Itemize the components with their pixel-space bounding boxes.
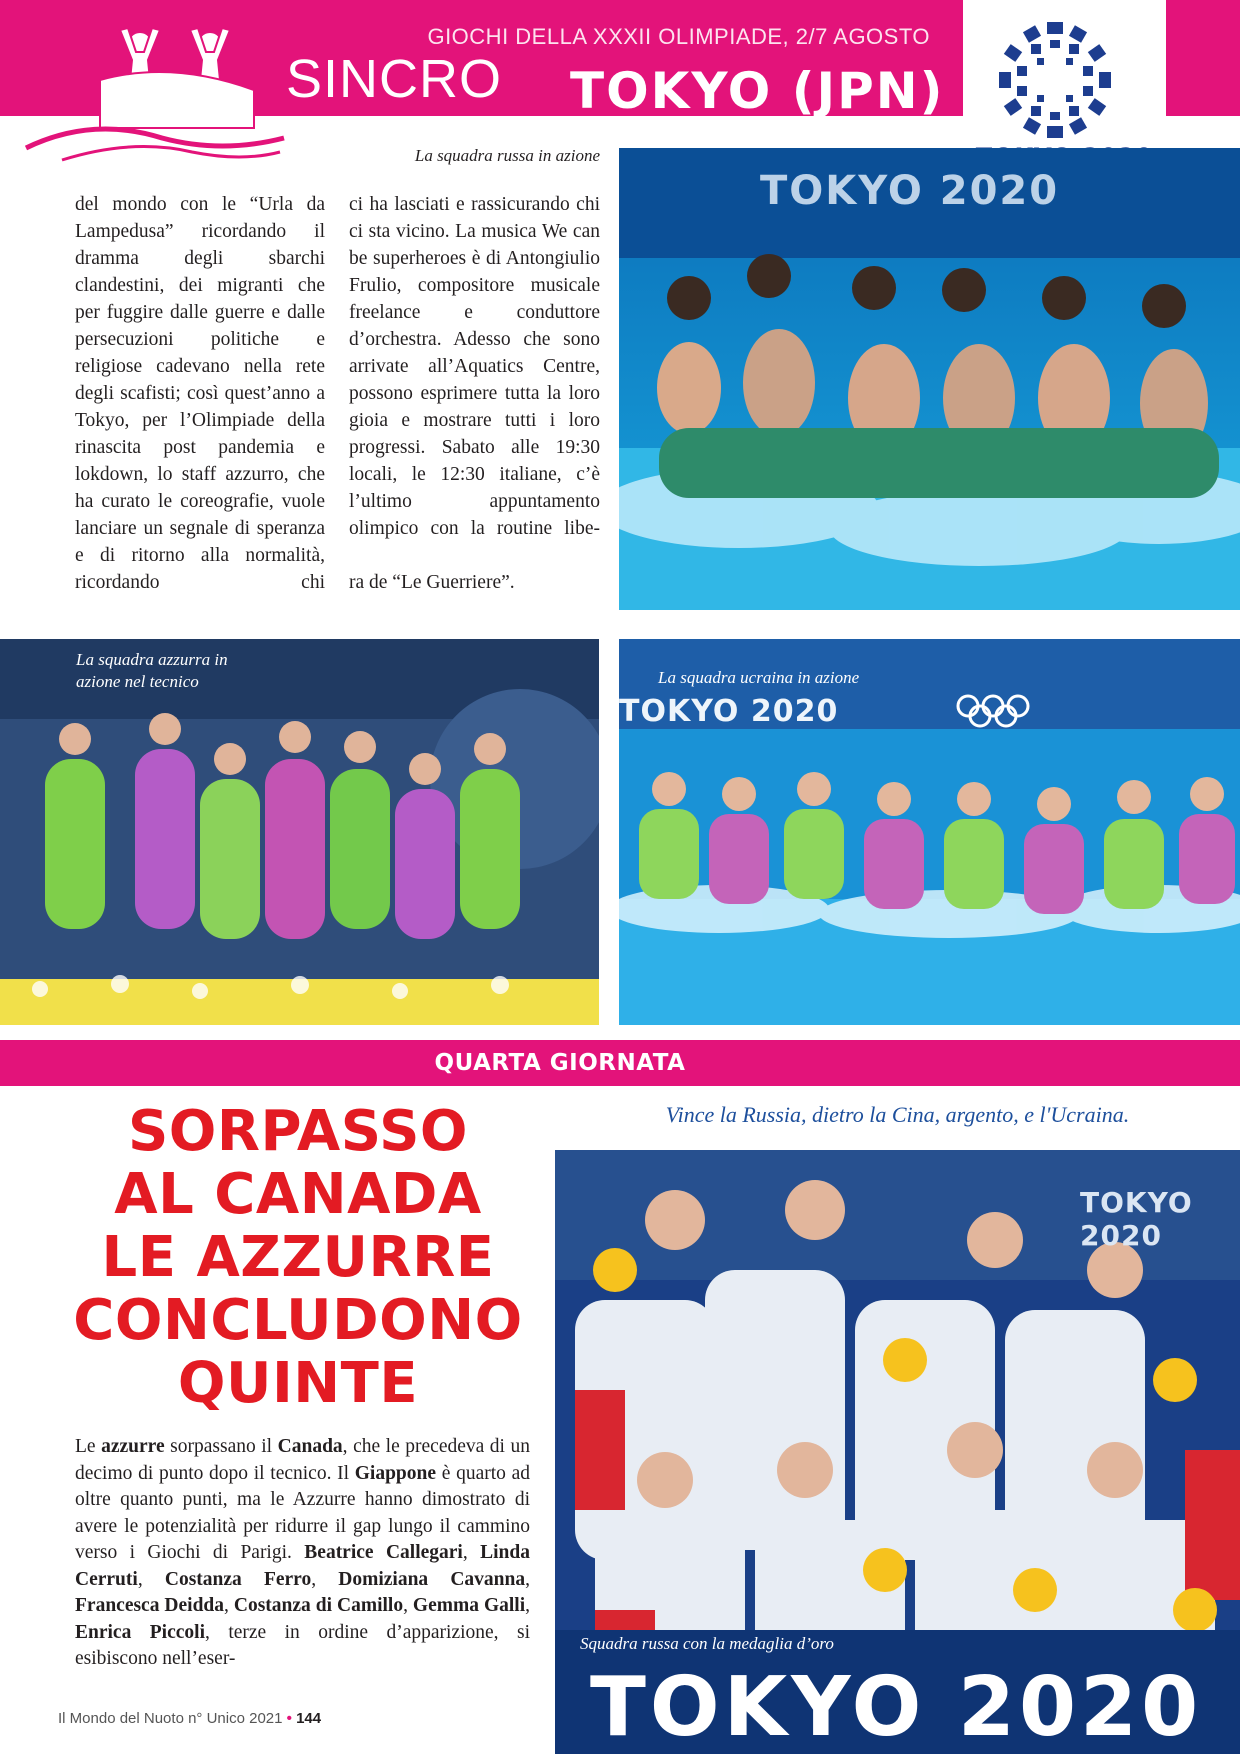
section-label: QUARTA GIORNATA xyxy=(434,1050,686,1076)
photo-italian-team xyxy=(0,639,599,1025)
body-bold: Canada xyxy=(277,1436,343,1457)
body-text: Le xyxy=(75,1436,102,1457)
body-text: , terze in ordine d’apparizione, si esibiscono nell’eser- xyxy=(75,1621,530,1669)
photo-banner-text: TOKYO 2020 xyxy=(590,1660,1203,1755)
article-subhead: Vince la Russia, dietro la Cina, argento, e l'Ucraina. xyxy=(665,1102,1130,1127)
photo-banner-text: TOKYO 2020 xyxy=(1080,1186,1193,1252)
photo-banner-text: TOKYO 2020 xyxy=(619,694,839,729)
body-text: sorpassano il xyxy=(164,1436,278,1457)
page-title: TOKYO (JPN) xyxy=(570,62,945,120)
article-headline xyxy=(66,1100,530,1415)
body-text: , xyxy=(403,1595,413,1616)
athlete-name: Costanza di Camillo xyxy=(233,1595,404,1616)
footer-separator: • xyxy=(286,1710,292,1727)
photo-russian-team xyxy=(619,148,1240,610)
athlete-name: Beatrice Callegari xyxy=(304,1542,463,1563)
sincro-logo-icon xyxy=(22,20,292,170)
section-name: SINCRO xyxy=(286,49,503,109)
headline-line: AL CANADA xyxy=(114,1162,482,1227)
athlete-name: Domiziana Cavanna xyxy=(338,1568,526,1590)
caption-italian-team-line2: azione nel tecnico xyxy=(76,672,199,691)
athlete-name: Gemma Galli xyxy=(412,1595,526,1616)
caption-italian-team-line1: La squadra azzurra in xyxy=(76,650,228,669)
headline-line: LE AZZURRE xyxy=(101,1225,495,1290)
body-text: , xyxy=(137,1568,165,1590)
caption-russian-gold: Squadra russa con la medaglia d’oro xyxy=(580,1634,834,1653)
headline-line: CONCLUDONO xyxy=(73,1288,523,1353)
page-number: 144 xyxy=(296,1710,322,1727)
athlete-name: Linda Cerruti xyxy=(75,1542,530,1590)
caption-ukrainian-team: La squadra ucraina in azione xyxy=(658,668,860,687)
caption-russian-team: La squadra russa in azione xyxy=(414,146,600,165)
article-column-1: del mondo con le “Urla da Lampedusa” ricordando il dramma degli sbarchi clandestini, dei migranti che per fuggire dalle guerre e dalle persecuzioni politiche e religiose cadevano nella rete degli scafisti; così quest’anno a Tokyo, per l’Olimpiade della rinascita post pandemia e lokdown, lo staff azzurro, che ha curato le coreografie, vuole lanciare un segnale di speranza e di ritorno alla normalità, ricordando chi xyxy=(75,194,325,593)
body-text: , xyxy=(525,1595,530,1616)
body-bold: azzurre xyxy=(101,1436,165,1457)
body-text: , xyxy=(462,1542,481,1563)
header-kicker: GIOCHI DELLA XXXII OLIMPIADE, 2/7 AGOSTO xyxy=(427,24,930,49)
body-text: , xyxy=(311,1568,339,1590)
tokyo-2020-emblem-icon xyxy=(995,20,1115,140)
athlete-name: Francesca Deidda xyxy=(75,1595,225,1616)
athlete-name: Enrica Piccoli xyxy=(75,1621,205,1643)
page-footer xyxy=(58,1710,321,1727)
article-column-2-end: ra de “Le Guerriere”. xyxy=(349,572,515,593)
athlete-name: Costanza Ferro xyxy=(164,1568,312,1590)
body-text: , xyxy=(224,1595,234,1616)
headline-line: SORPASSO xyxy=(127,1099,469,1164)
body-text: , che le precedeva di un decimo di punto dopo il tecnico. Il xyxy=(75,1436,531,1484)
headline-line: QUINTE xyxy=(177,1351,419,1416)
footer-publication: Il Mondo del Nuoto n° Unico 2021 xyxy=(58,1710,283,1727)
photo-banner-text: TOKYO 2020 xyxy=(760,168,1060,214)
article-column-2: ci ha lasciati e rassicurando chi ci sta vicino. La musica We can be superheroes è di Antongiulio Frulio, compositore musicale freelance e conduttore d’orchestra. Adesso che sono arrivate all’Aquatics Centre, possono esprimere tutta la loro gioia e mostrare tutti i loro progressi. Sabato alle 19:30 locali, le 12:30 italiane, c’è l’ultimo appuntamento olimpico con la routine libe- xyxy=(349,194,600,539)
body-text: è quarto ad oltre quanto punti, ma le Azzurre hanno dimostrato di avere le potenzialità per ridurre il gap lungo il cammino verso i Giochi di Parigi. xyxy=(75,1462,530,1563)
body-bold: Giappone xyxy=(354,1462,437,1484)
article-body xyxy=(75,1434,530,1673)
body-text: , xyxy=(525,1568,530,1590)
olympic-rings-icon xyxy=(955,694,1031,728)
